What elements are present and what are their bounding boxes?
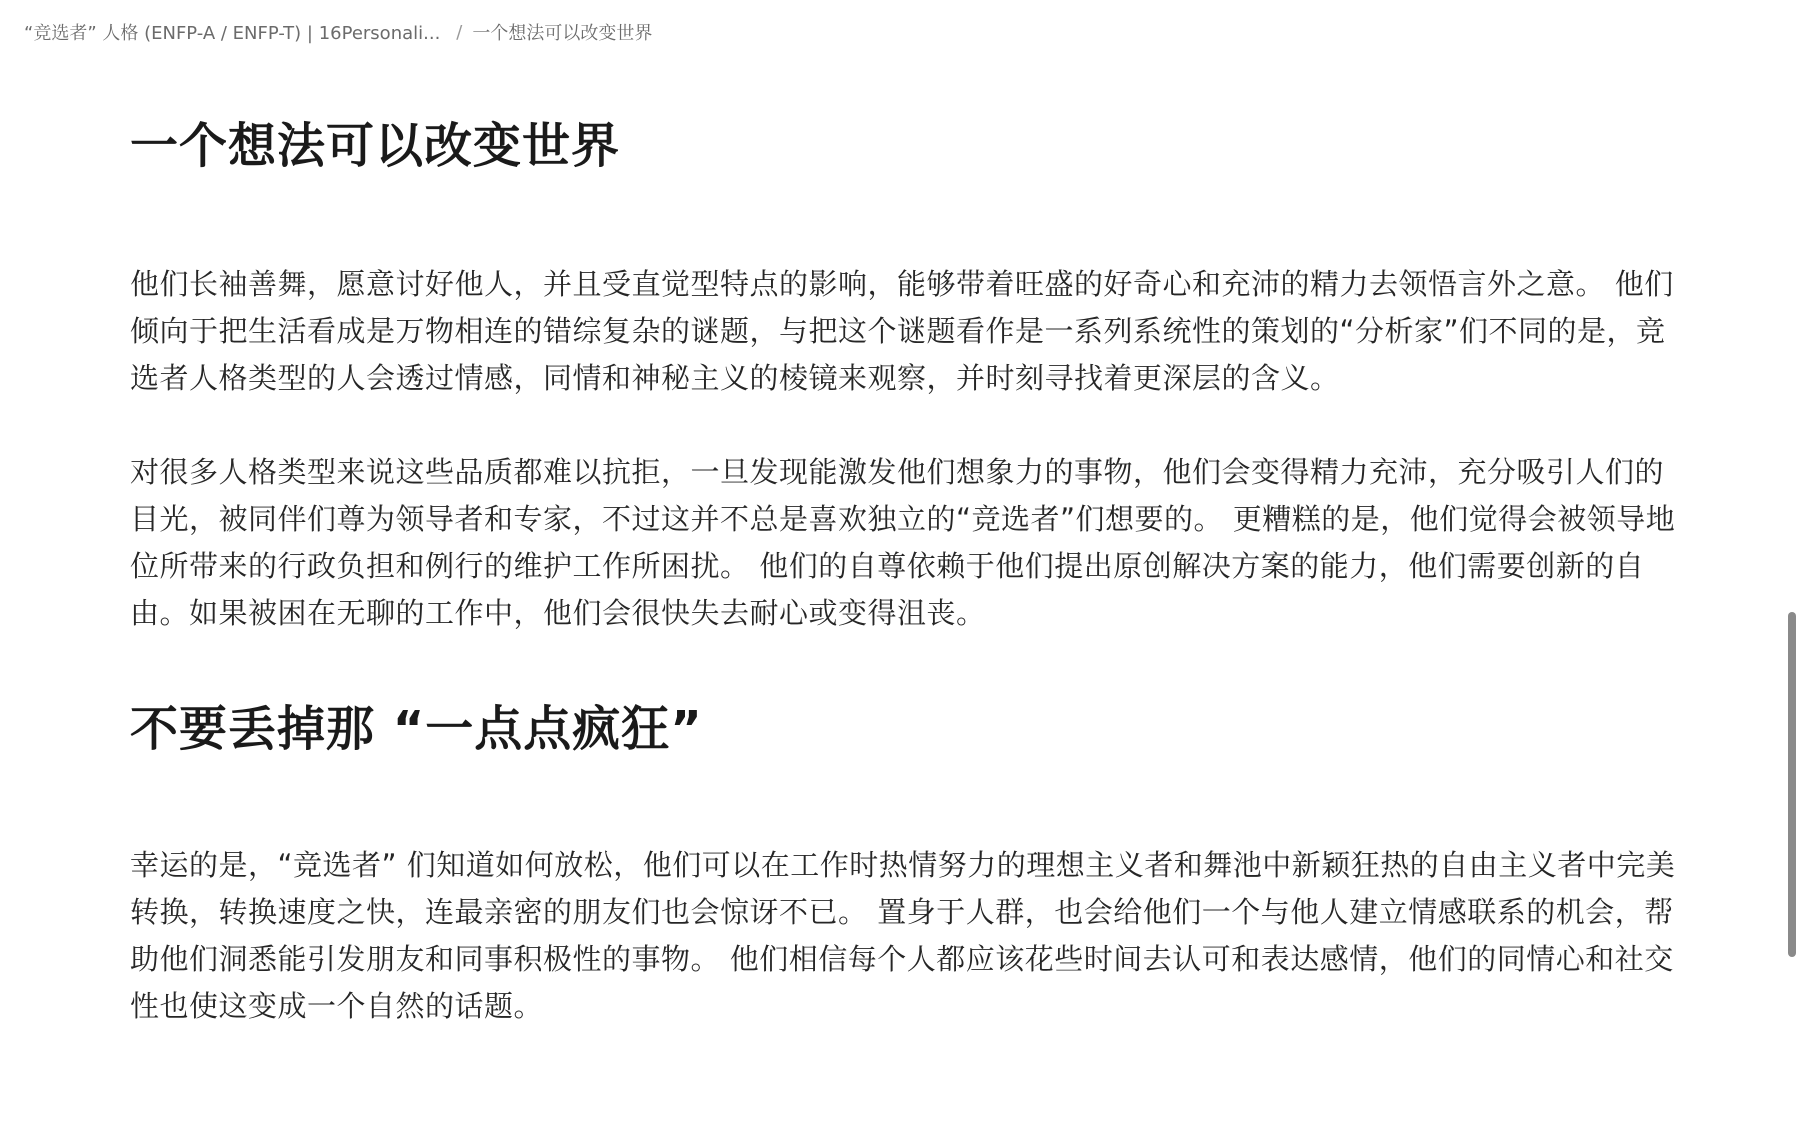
breadcrumb-parent-link[interactable]: “竞选者” 人格 (ENFP-A / ENFP-T) | 16Personali... [24, 23, 441, 44]
scrollbar-thumb[interactable] [1788, 612, 1796, 957]
section-heading-idea: 一个想法可以改变世界 [130, 118, 621, 174]
breadcrumb [24, 18, 652, 46]
section-heading-craziness: 不要丢掉那 “一点点疯狂” [130, 701, 703, 757]
vertical-scrollbar[interactable] [1786, 0, 1800, 1125]
paragraph-intuition: 他们长袖善舞，愿意讨好他人，并且受直觉型特点的影响，能够带着旺盛的好奇心和充沛的精力去领悟言外之意。 他们倾向于把生活看成是万物相连的错综复杂的谜题，与把这个谜题看作是一系列系统性的策划的“分析家”们不同的是，竞选者人格类型的人会透过情感，同情和神秘主义的棱镜来观察，并时刻寻找着更深层的含义。 [130, 267, 1674, 395]
article-content [130, 110, 1680, 1030]
paragraph-qualities: 对很多人格类型来说这些品质都难以抗拒，一旦发现能激发他们想象力的事物，他们会变得精力充沛，充分吸引人们的目光，被同伴们尊为领导者和专家，不过这并不总是喜欢独立的“竞选者”们想要的。 更糟糕的是，他们觉得会被领导地位所带来的行政负担和例行的维护工作所困扰。 他们的自尊依赖于他们提出原创解决方案的能力，他们需要创新的自由。如果被困在无聊的工作中，他们会很快失去耐心或变得沮丧。 [130, 455, 1676, 630]
paragraph-relax: 幸运的是，“竞选者” 们知道如何放松，他们可以在工作时热情努力的理想主义者和舞池中新颖狂热的自由主义者中完美转换，转换速度之快，连最亲密的朋友们也会惊讶不已。 置身于人群，也会给他们一个与他人建立情感联系的机会，帮助他们洞悉能引发朋友和同事积极性的事物。 他们相信每个人都应该花些时间去认可和表达感情，他们的同情心和社交性也使这变成一个自然的话题。 [130, 848, 1676, 1023]
breadcrumb-current: 一个想法可以改变世界 [472, 23, 653, 44]
breadcrumb-separator: / [456, 21, 463, 43]
